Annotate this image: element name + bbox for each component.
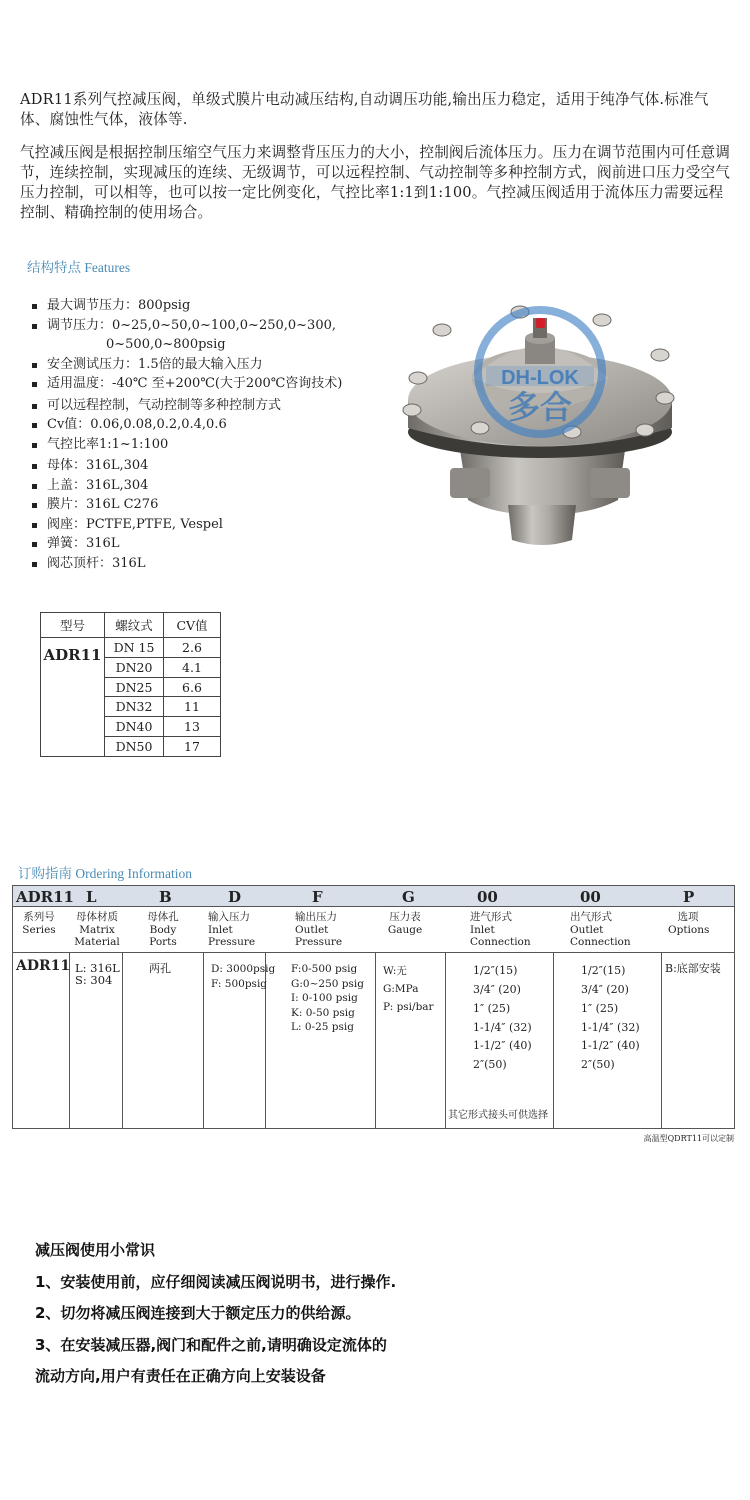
value-inlet: D: 3000psig F: 500psig (211, 963, 276, 990)
feature-item (28, 495, 388, 515)
outlet-connection-option: 1″ (25) (581, 1002, 619, 1015)
inlet-connection-option: 1/2″(15) (473, 964, 518, 977)
ordering-code-row (13, 886, 734, 907)
value-series: ADR11 (16, 958, 71, 974)
ordering-footnote: 高温型QDRT11可以定制 (643, 1134, 734, 1143)
inlet-connection-option: 1″ (25) (473, 1002, 511, 1015)
features-list (28, 296, 388, 573)
tips-item: 3、在安装减压器,阀门和配件之前,请明确设定流体的 (35, 1335, 387, 1354)
feature-text: 上盖：316L,304 (47, 477, 149, 493)
logo-text: DH-LOK (501, 367, 579, 389)
value-outlet: F:0-500 psig G:0~250 psig I: 0-100 psig K: 0-50 psig L: 0-25 psig (291, 963, 364, 1033)
tips-item: 2、切勿将减压阀连接到大于额定压力的供给源。 (35, 1304, 361, 1322)
feature-item (28, 374, 388, 394)
column-divider (122, 952, 123, 1128)
code-ports: B (159, 888, 172, 906)
cv-size: DN 15 (105, 638, 164, 658)
tips-item: 1、安装使用前，应仔细阅读减压阀说明书，进行操作. (35, 1272, 397, 1291)
feature-item (28, 396, 388, 416)
outlet-connection-option: 2″(50) (581, 1058, 615, 1071)
intro-text (20, 90, 732, 236)
value-ports: 两孔 (149, 962, 171, 975)
feature-text: 弹簧：316L (47, 536, 120, 551)
label-ports: 母体孔 Body Ports (147, 911, 179, 948)
feature-item (28, 415, 388, 435)
code-inlet-conn: 00 (477, 888, 498, 906)
feature-text: 调节压力：0~25,0~50,0~100,0~250,0~300, (47, 317, 337, 333)
feature-text-continued: 0~500,0~800psig (106, 337, 226, 352)
cv-size: DN40 (105, 717, 164, 737)
feature-item (28, 476, 388, 496)
tips-title: 减压阀使用小常识 (35, 1241, 156, 1259)
label-inlet-conn: 进气形式 Inlet Connection (470, 911, 531, 948)
feature-item (28, 534, 388, 554)
cv-model-cell: ADR11 (41, 638, 105, 757)
column-divider (553, 952, 554, 1128)
outlet-connection-option: 1/2″(15) (581, 964, 626, 977)
label-outlet: 输出压力 Outlet Pressure (295, 911, 343, 948)
column-divider (375, 952, 376, 1128)
tips-item: 流动方向,用户有责任在正确方向上安装设备 (35, 1367, 326, 1385)
features-title: 结构特点 Features (27, 260, 131, 275)
outlet-connection-option: 3/4″ (20) (581, 983, 629, 996)
feature-item (28, 296, 388, 316)
code-inlet: D (228, 888, 242, 906)
feature-text: 膜片：316L C276 (47, 497, 159, 512)
feature-text: 气控比率1:1~1:100 (47, 436, 169, 452)
cv-table (40, 612, 221, 757)
outlet-connection-option: 1-1/4″ (32) (581, 1021, 640, 1034)
cv-size: DN20 (105, 657, 164, 677)
ordering-title: 订购指南 Ordering Information (18, 866, 192, 881)
inlet-connection-option: 1-1/2″ (40) (473, 1039, 532, 1052)
column-divider (69, 952, 70, 1128)
feature-item (28, 456, 388, 476)
cv-size: DN25 (105, 677, 164, 697)
inlet-connection-option: 1-1/4″ (32) (473, 1021, 532, 1034)
value-gauge: W:无 G:MPa P: psi/bar (383, 965, 434, 1013)
label-matrix: 母体材质 Matrix Material (74, 911, 120, 948)
intro-paragraph-2: 气控减压阀是根据控制压缩空气压力来调整背压压力的大小，控制阀后流体压力。压力在调节范围内可任意调节，连续控制，实现减压的连续、无级调节，可以远程控制、气动控制等多种控制方式，阀前进口压力受空气压力控制，可以相等，也可以按一定比例变化，气控比率1:1到1:100。气控减压阀适用于流体压力需要远程控制、精确控制的使用场合。 (20, 144, 731, 221)
feature-item (28, 515, 388, 535)
label-series: 系列号 Series (22, 911, 56, 936)
feature-item (28, 316, 388, 355)
feature-item (28, 355, 388, 375)
cv-value: 2.6 (164, 638, 221, 658)
feature-text: 阀芯顶杆：316L (47, 555, 146, 571)
column-divider (203, 952, 204, 1128)
logo-chinese: 多合 (507, 388, 573, 426)
cv-value: 17 (164, 737, 221, 757)
value-options: B:底部安装 (665, 962, 721, 975)
feature-item (28, 554, 388, 574)
outlet-connection-option: 1-1/2″ (40) (581, 1039, 640, 1052)
value-matrix: L: 316L S: 304 (75, 961, 120, 987)
ordering-table (12, 885, 735, 1129)
feature-text: 安全测试压力：1.5倍的最大输入压力 (47, 356, 263, 372)
code-gauge: G (402, 888, 415, 906)
inlet-connection-option: 2″(50) (473, 1058, 507, 1071)
code-options: P (683, 888, 695, 906)
inlet-conn-note: 其它形式接头可供选择 (448, 1110, 548, 1121)
code-series: ADR11 (16, 888, 74, 906)
cv-value: 6.6 (164, 677, 221, 697)
intro-paragraph-1: ADR11系列气控减压阀，单级式膜片电动减压结构,自动调压功能,输出压力稳定，适用于纯净气体.标准气体、腐蚀性气体，液体等. (20, 91, 709, 128)
label-gauge: 压力表 Gauge (387, 911, 423, 936)
cv-header-model: 型号 (41, 613, 105, 638)
cv-size: DN32 (105, 697, 164, 717)
code-outlet: F (312, 888, 323, 906)
feature-text: 可以远程控制，气动控制等多种控制方式 (47, 397, 282, 413)
label-options: 选项 Options (668, 911, 710, 936)
feature-text: Cv值：0.06,0.08,0.2,0.4,0.6 (47, 417, 227, 432)
code-outlet-conn: 00 (580, 888, 601, 906)
usage-tips (35, 1240, 396, 1398)
feature-text: 适用温度：-40℃ 至+200℃(大于200℃咨询技术) (47, 376, 343, 391)
feature-text: 母体：316L,304 (47, 458, 149, 473)
cv-value: 11 (164, 697, 221, 717)
column-divider (445, 952, 446, 1128)
label-inlet: 输入压力 Inlet Pressure (208, 911, 256, 948)
feature-item (28, 435, 388, 455)
product-image (390, 300, 690, 550)
cv-header-thread: 螺纹式 (105, 613, 164, 638)
feature-text: 最大调节压力：800psig (47, 298, 191, 313)
cv-value: 13 (164, 717, 221, 737)
inlet-connection-option: 3/4″ (20) (473, 983, 521, 996)
cv-header-cv: CV值 (164, 613, 221, 638)
feature-text: 阀座：PCTFE,PTFE, Vespel (47, 516, 223, 532)
cv-size: DN50 (105, 737, 164, 757)
column-divider (661, 952, 662, 1128)
cv-value: 4.1 (164, 657, 221, 677)
label-outlet-conn: 出气形式 Outlet Connection (570, 911, 631, 948)
code-matrix: L (86, 888, 97, 906)
